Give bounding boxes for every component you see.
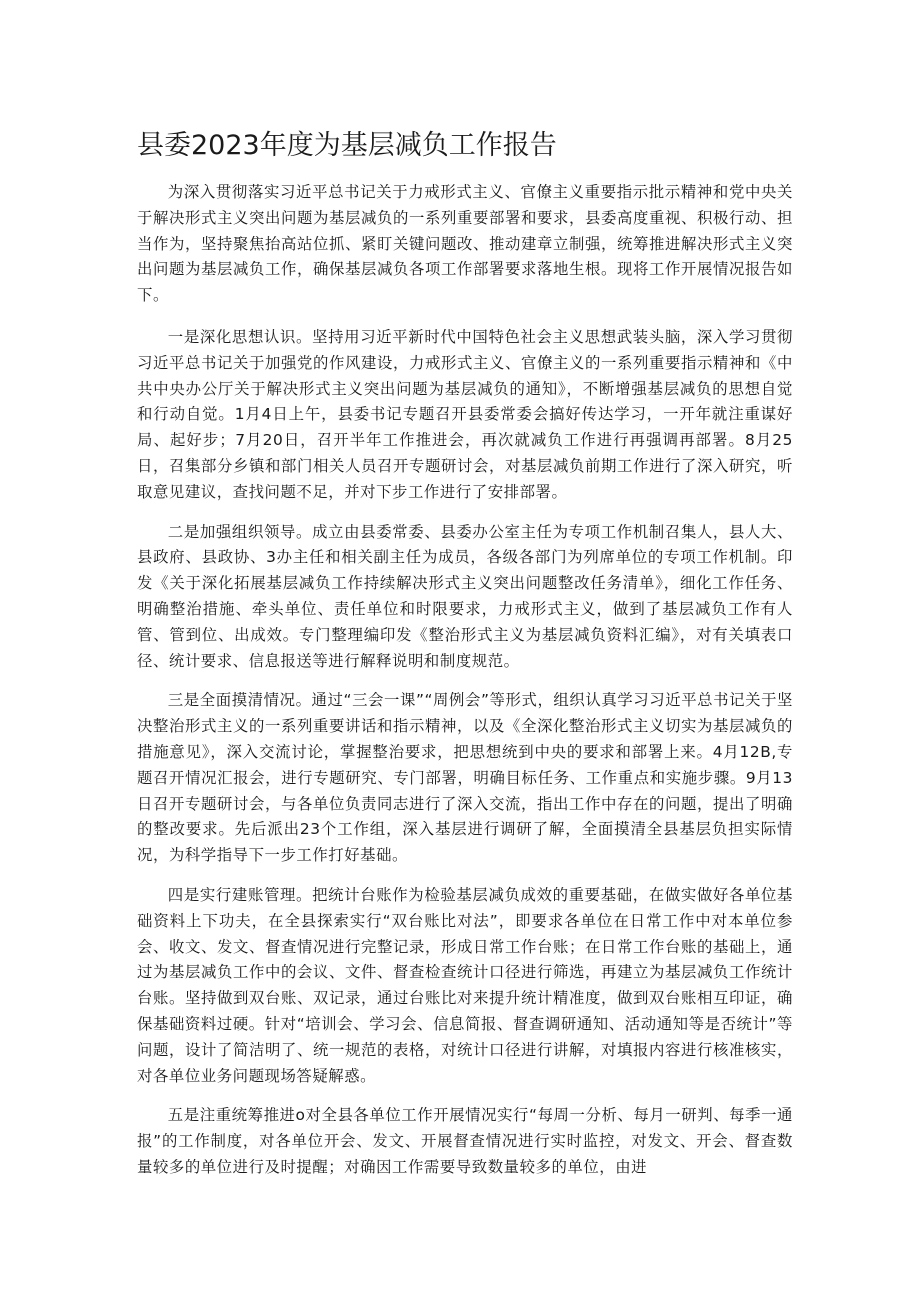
paragraph-overall-promotion: 五是注重统筹推进o对全县各单位工作开展情况实行“每周一分析、每月一研判、每季一通报”的工作制度，对各单位开会、发文、开展督查情况进行实时监控，对发文、开会、督查数量较多的单位进行及时提醒；对确因工作需要导致数量较多的单位，由进 [137,1106,793,1176]
document-body [137,180,793,1195]
paragraph-intro: 为深入贯彻落实习近平总书记关于力戒形式主义、官僚主义重要指示批示精神和党中央关于解决形式主义突出问题为基层减负的一系列重要部署和要求，县委高度重视、积极行动、担当作为，坚持聚焦抬高站位抓、紧盯关键问题改、推动建章立制强，统筹推进解决形式主义突出问题为基层减负工作，确保基层减负各项工作部署要求落地生根。现将工作开展情况报告如下。 [137,183,793,305]
paragraph-ledger-management: 四是实行建账管理。把统计台账作为检验基层减负成效的重要基础，在做实做好各单位基础资料上下功夫，在全县探索实行“双台账比对法”，即要求各单位在日常工作中对本单位参会、收文、发文、督查情况进行完整记录，形成日常工作台账；在日常工作台账的基础上，通过为基层减负工作中的会议、文件、督查检查统计口径进行筛选，再建立为基层减负工作统计台账。坚持做到双台账、双记录，通过台账比对来提升统计精准度，做到双台账相互印证，确保基础资料过硬。针对“培训会、学习会、信息简报、督查调研通知、活动通知等是否统计”等问题，设计了简洁明了、统一规范的表格，对统计口径进行讲解，对填报内容进行核准核实，对各单位业务问题现场答疑解惑。 [137,885,793,1085]
paragraph-situation-survey: 三是全面摸清情况。通过“三会一课”“周例会”等形式，组织认真学习习近平总书记关于坚决整治形式主义的一系列重要讲话和指示精神，以及《全深化整治形式主义切实为基层减负的措施意见》，深入交流讨论，掌握整治要求，把思想统到中央的要求和部署上来。4月12B,专题召开情况汇报会，进行专题研究、专门部署，明确目标任务、工作重点和实施步骤。9月13日召开专题研讨会，与各单位负责同志进行了深入交流，指出工作中存在的问题，提出了明确的整改要求。先后派出23个工作组，深入基层进行调研了解，全面摸清全县基层负担实际情况，为科学指导下一步工作打好基础。 [137,691,793,865]
document-title: 县委2023年度为基层减负工作报告 [137,130,557,161]
paragraph-thought-awareness: 一是深化思想认识。坚持用习近平新时代中国特色社会主义思想武装头脑，深入学习贯彻习近平总书记关于加强党的作风建设，力戒形式主义、官僚主义的一系列重要指示精神和《中共中央办公厅关于解决形式主义突出问题为基层减负的通知》，不断增强基层减负的思想自觉和行动自觉。1月4日上午，县委书记专题召开县委常委会搞好传达学习，一开年就注重谋好局、起好步；7月20日，召开半年工作推进会，再次就减负工作进行再强调再部署。8月25日，召集部分乡镇和部门相关人员召开专题研讨会，对基层减负前期工作进行了深入研究，听取意见建议，查找问题不足，并对下步工作进行了安排部署。 [137,327,793,501]
paragraph-organization-leadership: 二是加强组织领导。成立由县委常委、县委办公室主任为专项工作机制召集人，县人大、县政府、县政协、3办主任和相关副主任为成员，各级各部门为列席单位的专项工作机制。印发《关于深化拓展基层减负工作持续解决形式主义突出问题整改任务清单》，细化工作任务、明确整治措施、牵头单位、责任单位和时限要求，力戒形式主义，做到了基层减负工作有人管、管到位、出成效。专门整理编印发《整治形式主义为基层减负资料汇编》，对有关填表口径、统计要求、信息报送等进行解释说明和制度规范。 [137,522,793,670]
